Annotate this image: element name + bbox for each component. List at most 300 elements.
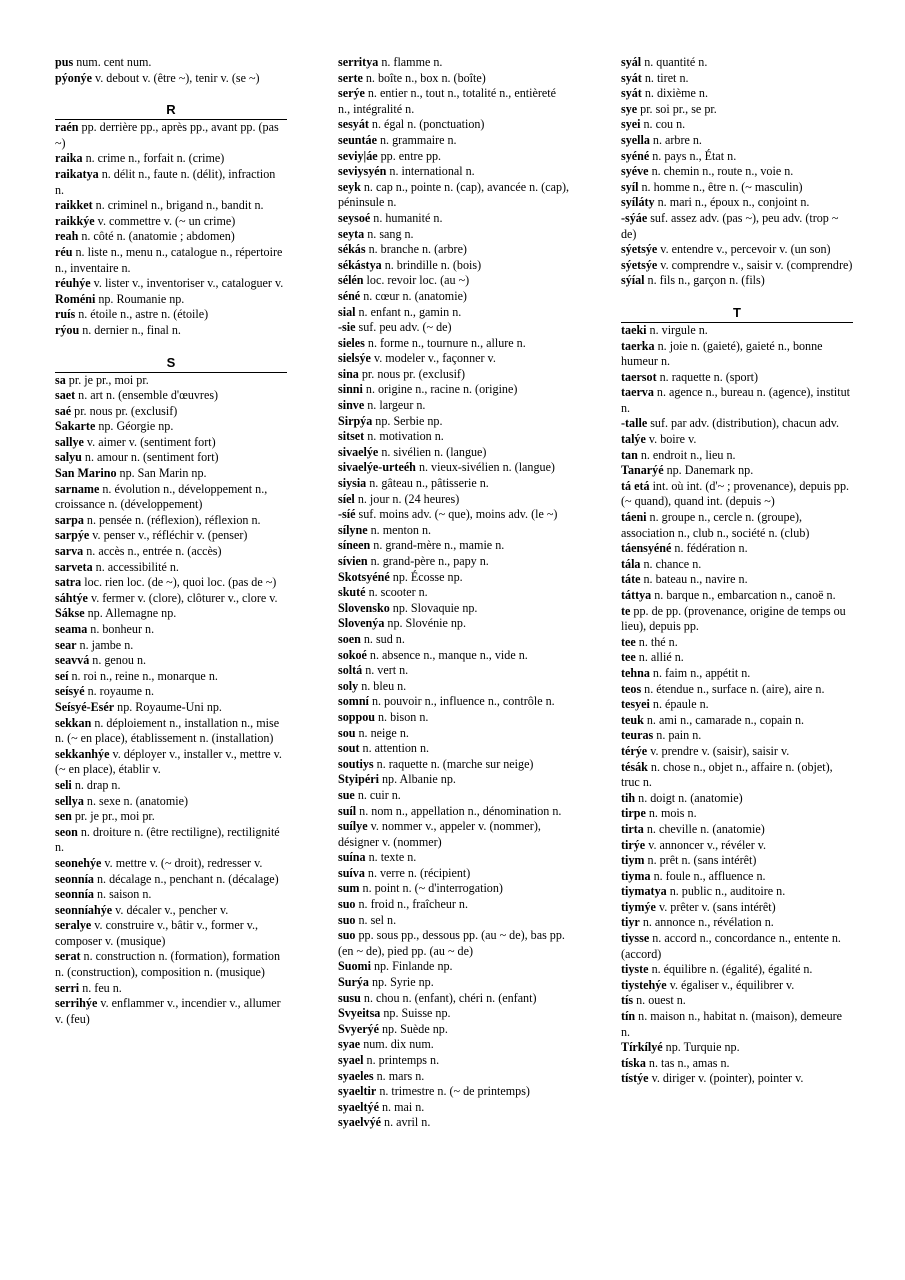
dictionary-entry xyxy=(621,760,853,791)
entry-headword: syae xyxy=(338,1037,361,1052)
entry-headword: tiyma xyxy=(621,868,651,883)
entry-definition: n. art n. (ensemble d'œuvres) xyxy=(75,388,219,403)
dictionary-entry xyxy=(55,747,287,778)
entry-definition: n. mars n. xyxy=(373,1068,425,1083)
entry-headword: sáhtýe xyxy=(55,590,88,605)
entry-headword: siysia xyxy=(338,476,367,491)
entry-definition: n. grand-père n., papy n. xyxy=(367,554,489,568)
dictionary-entry xyxy=(55,856,287,872)
dictionary-entry xyxy=(338,71,570,87)
entry-definition: np. Écosse np. xyxy=(389,569,463,584)
dictionary-entry xyxy=(621,1040,853,1056)
entry-headword: te xyxy=(621,603,631,618)
entry-headword: suo xyxy=(338,897,356,912)
entry-headword: serritya xyxy=(338,55,379,69)
entry-headword: térýe xyxy=(621,743,648,758)
dictionary-entry xyxy=(621,323,853,339)
entry-headword: sékástya xyxy=(338,257,382,272)
dictionary-entry xyxy=(338,1006,570,1022)
entry-headword: Sakarte xyxy=(55,419,96,434)
entry-headword: syíl xyxy=(621,179,639,194)
dictionary-entry xyxy=(621,978,853,994)
entry-definition: n. barque n., embarcation n., canoë n. xyxy=(651,588,836,602)
dictionary-entry xyxy=(621,791,853,807)
entry-definition: n. côté n. (anatomie ; abdomen) xyxy=(78,229,235,244)
entry-headword: serrihýe xyxy=(55,996,98,1011)
entry-definition: v. boire v. xyxy=(645,432,697,447)
entry-headword: syéné xyxy=(621,148,650,163)
dictionary-entry xyxy=(55,482,287,513)
dictionary-entry xyxy=(338,117,570,133)
entry-headword: síneen xyxy=(338,538,371,553)
entry-definition: n. flamme n. xyxy=(378,55,443,69)
dictionary-entry xyxy=(338,538,570,554)
entry-definition: suf. moins adv. (~ que), moins adv. (le ~) xyxy=(355,507,558,522)
entry-headword: Suomi xyxy=(338,959,371,974)
dictionary-entry xyxy=(338,429,570,445)
entry-definition: pr. je pr., moi pr. xyxy=(71,809,155,824)
entry-headword: taerva xyxy=(621,385,654,400)
dictionary-entry xyxy=(338,164,570,180)
entry-headword: serte xyxy=(338,70,363,85)
entry-definition: n. ami n., camarade n., copain n. xyxy=(643,712,805,727)
entry-definition: n. royaume n. xyxy=(84,684,155,699)
entry-definition: n. joie n. (gaieté), gaieté n., bonne humeur n. xyxy=(621,338,823,369)
entry-headword: soutiys xyxy=(338,756,374,771)
entry-headword: tiymatya xyxy=(621,884,667,899)
entry-definition: loc. revoir loc. (au ~) xyxy=(363,273,470,288)
entry-headword: sa xyxy=(55,372,66,387)
entry-headword: taeki xyxy=(621,322,647,337)
dictionary-entry xyxy=(338,1053,570,1069)
entry-definition: n. cou n. xyxy=(640,117,686,132)
entry-definition: suf. par adv. (distribution), chacun adv. xyxy=(647,416,840,431)
entry-definition: n. raquette n. (sport) xyxy=(656,369,759,384)
dictionary-entry xyxy=(621,510,853,541)
dictionary-entry xyxy=(55,528,287,544)
dictionary-entry xyxy=(338,632,570,648)
entry-headword: tiym xyxy=(621,853,645,868)
entry-definition: n. verre n. (récipient) xyxy=(364,865,471,880)
entry-headword: syál xyxy=(621,55,642,69)
dictionary-entry xyxy=(338,367,570,383)
entry-headword: satra xyxy=(55,575,82,590)
dictionary-entry xyxy=(621,993,853,1009)
dictionary-entry xyxy=(55,55,287,71)
entry-definition: n. sang n. xyxy=(364,226,414,241)
entry-headword: salyu xyxy=(55,450,82,465)
dictionary-entry xyxy=(338,648,570,664)
entry-definition: n. cap n., pointe n. (cap), avancée n. (cap), péninsule n. xyxy=(338,179,570,210)
entry-headword: serri xyxy=(55,980,80,995)
entry-headword: seonehýe xyxy=(55,855,102,870)
entry-headword: síel xyxy=(338,491,355,506)
entry-headword: sitset xyxy=(338,429,365,444)
dictionary-entry xyxy=(621,650,853,666)
entry-definition: v. modeler v., façonner v. xyxy=(370,351,496,366)
dictionary-entry xyxy=(338,726,570,742)
entry-headword: soen xyxy=(338,631,361,646)
dictionary-entry xyxy=(338,1084,570,1100)
entry-headword: saet xyxy=(55,388,76,403)
dictionary-entry xyxy=(621,869,853,885)
entry-headword: Slovensko xyxy=(338,600,390,615)
entry-headword: talýe xyxy=(621,432,646,447)
dictionary-entry xyxy=(338,211,570,227)
dictionary-entry xyxy=(338,492,570,508)
entry-headword: seonnía xyxy=(55,871,94,886)
entry-headword: pus xyxy=(55,55,74,69)
dictionary-entry xyxy=(55,245,287,276)
entry-headword: seon xyxy=(55,824,78,839)
entry-definition: v. décaler v., pencher v. xyxy=(112,902,229,917)
dictionary-entry xyxy=(55,825,287,856)
entry-definition: n. jambe n. xyxy=(76,637,134,652)
entry-definition: n. drap n. xyxy=(71,777,121,792)
entry-headword: sarva xyxy=(55,544,84,559)
entry-definition: n. grammaire n. xyxy=(376,132,457,147)
dictionary-entry xyxy=(621,339,853,370)
dictionary-entry xyxy=(55,887,287,903)
dictionary-entry xyxy=(621,962,853,978)
entry-definition: n. mois n. xyxy=(645,806,697,821)
dictionary-entry xyxy=(338,180,570,211)
entry-definition: n. motivation n. xyxy=(364,429,444,444)
entry-headword: sielsýe xyxy=(338,351,371,366)
dictionary-entry xyxy=(621,242,853,258)
entry-headword: seavvá xyxy=(55,653,90,668)
entry-definition: v. mettre v. (~ droit), redresser v. xyxy=(101,855,263,870)
entry-definition: n. froid n., fraîcheur n. xyxy=(355,897,468,912)
entry-definition: n. forme n., tournure n., allure n. xyxy=(364,335,526,350)
dictionary-entry xyxy=(621,1056,853,1072)
entry-definition: n. construction n. (formation), formation n. (construction), composition n. (musique) xyxy=(55,949,281,980)
entry-headword: seonnía xyxy=(55,887,94,902)
entry-headword: tiysse xyxy=(621,931,650,946)
entry-headword: pýonýe xyxy=(55,70,92,85)
dictionary-entry xyxy=(55,653,287,669)
entry-definition: n. grand-mère n., mamie n. xyxy=(370,538,505,553)
entry-headword: suo xyxy=(338,928,356,943)
entry-headword: syaelvýé xyxy=(338,1115,381,1130)
dictionary-entry xyxy=(55,71,287,87)
dictionary-entry xyxy=(55,809,287,825)
dictionary-entry xyxy=(55,591,287,607)
entry-headword: soltá xyxy=(338,663,363,678)
entry-headword: sieles xyxy=(338,335,365,350)
entry-definition: n. chose n., objet n., affaire n. (objet), truc n. xyxy=(621,759,833,790)
entry-definition: n. arbre n. xyxy=(649,132,702,147)
entry-definition: v. penser v., réfléchir v. (penser) xyxy=(89,528,248,543)
entry-definition: np. San Marin np. xyxy=(116,466,207,481)
entry-definition: n. mai n. xyxy=(378,1099,425,1114)
entry-headword: sívien xyxy=(338,554,368,568)
dictionary-entry xyxy=(621,728,853,744)
entry-definition: n. épaule n. xyxy=(649,697,709,712)
entry-definition: n. dernier n., final n. xyxy=(79,322,181,337)
entry-definition: pp. entre pp. xyxy=(377,148,442,163)
dictionary-entry xyxy=(621,666,853,682)
entry-headword: Sirpýa xyxy=(338,413,373,428)
dictionary-entry xyxy=(621,1009,853,1040)
dictionary-entry xyxy=(55,307,287,323)
dictionary-entry xyxy=(338,289,570,305)
entry-headword: -síé xyxy=(338,507,356,522)
entry-definition: n. thé n. xyxy=(635,634,678,649)
entry-headword: sarveta xyxy=(55,559,93,574)
dictionary-entry xyxy=(338,757,570,773)
entry-definition: n. trimestre n. (~ de printemps) xyxy=(376,1084,530,1099)
entry-definition: n. crime n., forfait n. (crime) xyxy=(82,151,225,166)
entry-definition: pp. derrière pp., après pp., avant pp. (pas ~) xyxy=(55,120,279,150)
entry-definition: np. Géorgie np. xyxy=(95,419,174,434)
dictionary-entry xyxy=(55,276,287,292)
entry-headword: tee xyxy=(621,634,636,649)
entry-headword: seli xyxy=(55,777,72,792)
entry-headword: tála xyxy=(621,556,641,571)
entry-headword: seviy|áe xyxy=(338,148,378,163)
entry-headword: tín xyxy=(621,1009,636,1024)
dictionary-entry xyxy=(55,949,287,980)
dictionary-entry xyxy=(55,700,287,716)
entry-definition: n. délit n., faute n. (délit), infraction n. xyxy=(55,166,276,197)
entry-definition: n. bateau n., navire n. xyxy=(640,572,748,587)
dictionary-entry xyxy=(55,575,287,591)
entry-headword: raikkýe xyxy=(55,213,95,228)
entry-definition: n. point n. (~ d'interrogation) xyxy=(359,881,503,896)
entry-definition: v. debout v. (être ~), tenir v. (se ~) xyxy=(91,70,260,85)
entry-definition: suf. peu adv. (~ de) xyxy=(355,320,452,335)
entry-definition: n. homme n., être n. (~ masculin) xyxy=(638,179,803,194)
dictionary-entry xyxy=(55,198,287,214)
dictionary-entry xyxy=(55,120,287,151)
entry-headword: sekkan xyxy=(55,715,92,730)
dictionary-entry xyxy=(55,404,287,420)
entry-definition: n. sexe n. (anatomie) xyxy=(83,793,188,808)
dictionary-entry xyxy=(338,804,570,820)
dictionary-entry xyxy=(621,463,853,479)
dictionary-entry xyxy=(621,822,853,838)
dictionary-entry xyxy=(621,806,853,822)
entry-definition: num. dix num. xyxy=(360,1037,434,1052)
dictionary-entry xyxy=(55,419,287,435)
entry-definition: n. entier n., tout n., totalité n., entièreté n., intégralité n. xyxy=(338,86,556,116)
entry-headword: sial xyxy=(338,304,356,319)
entry-definition: n. équilibre n. (égalité), égalité n. xyxy=(648,962,813,977)
dictionary-entry xyxy=(55,716,287,747)
entry-definition: n. genou n. xyxy=(89,653,147,668)
entry-definition: n. gâteau n., pâtisserie n. xyxy=(366,476,489,491)
entry-headword: sear xyxy=(55,637,77,652)
dictionary-entry xyxy=(338,928,570,959)
entry-definition: v. annoncer v., révéler v. xyxy=(645,837,767,852)
entry-headword: tiystehýe xyxy=(621,977,667,992)
dictionary-entry xyxy=(338,133,570,149)
entry-headword: suína xyxy=(338,850,366,865)
entry-definition: v. diriger v. (pointer), pointer v. xyxy=(648,1071,804,1086)
entry-headword: sinni xyxy=(338,382,363,397)
entry-definition: n. liste n., menu n., catalogue n., répertoire n., inventaire n. xyxy=(55,244,283,275)
dictionary-entry xyxy=(338,414,570,430)
entry-definition: n. sud n. xyxy=(360,631,405,646)
dictionary-entry xyxy=(55,684,287,700)
dictionary-entry xyxy=(55,323,287,339)
entry-definition: n. égal n. (ponctuation) xyxy=(368,117,485,132)
dictionary-entry xyxy=(338,741,570,757)
entry-headword: sinve xyxy=(338,398,365,413)
dictionary-entry xyxy=(55,466,287,482)
dictionary-entry xyxy=(621,133,853,149)
dictionary-entry xyxy=(621,71,853,87)
dictionary-entry xyxy=(621,180,853,196)
entry-definition: n. pain n. xyxy=(653,728,702,743)
entry-definition: v. aimer v. (sentiment fort) xyxy=(83,434,216,449)
entry-headword: ruís xyxy=(55,307,76,322)
dictionary-column xyxy=(55,55,287,1027)
entry-definition: n. étendue n., surface n. (aire), aire n. xyxy=(641,681,825,696)
entry-headword: seviysyén xyxy=(338,164,387,179)
entry-definition: n. branche n. (arbre) xyxy=(365,242,467,257)
dictionary-entry xyxy=(55,214,287,230)
dictionary-entry xyxy=(621,900,853,916)
entry-definition: v. égaliser v., équilibrer v. xyxy=(666,977,795,992)
dictionary-column xyxy=(338,55,570,1131)
dictionary-entry xyxy=(621,86,853,102)
dictionary-entry xyxy=(55,622,287,638)
dictionary-entry xyxy=(338,585,570,601)
dictionary-entry xyxy=(621,697,853,713)
dictionary-entry xyxy=(621,385,853,416)
entry-headword: saé xyxy=(55,403,72,418)
entry-definition: np. Royaume-Uni np. xyxy=(114,699,222,714)
dictionary-entry xyxy=(338,305,570,321)
entry-headword: sékás xyxy=(338,242,366,257)
entry-definition: n. vieux-sivélien n. (langue) xyxy=(415,460,555,475)
entry-definition: np. Allemagne np. xyxy=(84,606,177,621)
entry-headword: táte xyxy=(621,572,641,587)
entry-definition: pp. sous pp., dessous pp. (au ~ de), bas pp. (en ~ de), pied pp. (au ~ de) xyxy=(338,928,565,958)
dictionary-entry xyxy=(338,850,570,866)
dictionary-entry xyxy=(621,572,853,588)
dictionary-entry xyxy=(338,476,570,492)
entry-headword: réuhýe xyxy=(55,276,91,291)
entry-headword: tih xyxy=(621,790,636,805)
entry-headword: suíl xyxy=(338,803,357,818)
dictionary-entry xyxy=(338,601,570,617)
dictionary-entry xyxy=(338,351,570,367)
entry-definition: n. étoile n., astre n. (étoile) xyxy=(75,307,209,322)
entry-definition: n. cœur n. (anatomie) xyxy=(360,288,467,303)
entry-headword: raikatya xyxy=(55,166,99,181)
entry-definition: n. bonheur n. xyxy=(87,622,155,636)
dictionary-entry xyxy=(621,164,853,180)
entry-headword: soly xyxy=(338,678,359,693)
entry-headword: sen xyxy=(55,809,72,824)
entry-headword: taerka xyxy=(621,338,655,353)
entry-headword: sýetsýe xyxy=(621,242,658,257)
entry-headword: Tírkílyé xyxy=(621,1040,663,1055)
entry-definition: n. nom n., appellation n., dénomination n. xyxy=(356,803,562,818)
entry-definition: n. vert n. xyxy=(362,663,409,678)
entry-definition: n. public n., auditoire n. xyxy=(666,884,786,899)
entry-definition: n. avril n. xyxy=(381,1115,431,1130)
entry-definition: n. allié n. xyxy=(635,650,684,665)
entry-definition: n. mari n., époux n., conjoint n. xyxy=(654,195,810,210)
dictionary-entry xyxy=(55,373,287,389)
entry-headword: suo xyxy=(338,912,356,927)
entry-headword: somní xyxy=(338,694,369,709)
dictionary-entry xyxy=(621,931,853,962)
dictionary-entry xyxy=(338,336,570,352)
entry-headword: suílye xyxy=(338,819,368,834)
entry-definition: n. largeur n. xyxy=(364,398,426,413)
entry-definition: n. sel n. xyxy=(355,912,397,927)
dictionary-entry xyxy=(338,1069,570,1085)
entry-definition: np. Suisse np. xyxy=(380,1006,451,1021)
entry-headword: seyta xyxy=(338,226,365,241)
entry-definition: n. sivélien n. (langue) xyxy=(378,444,487,459)
entry-definition: n. menton n. xyxy=(367,522,432,537)
dictionary-entry xyxy=(338,959,570,975)
dictionary-entry xyxy=(621,541,853,557)
entry-headword: sílyne xyxy=(338,522,368,537)
entry-definition: n. chou n. (enfant), chéri n. (enfant) xyxy=(360,990,537,1005)
dictionary-entry xyxy=(338,55,570,71)
dictionary-entry xyxy=(55,229,287,245)
entry-definition: n. origine n., racine n. (origine) xyxy=(362,382,518,397)
entry-headword: tirta xyxy=(621,821,644,836)
dictionary-entry xyxy=(338,975,570,991)
entry-headword: tíska xyxy=(621,1055,646,1070)
dictionary-entry xyxy=(55,918,287,949)
dictionary-entry xyxy=(621,432,853,448)
entry-definition: n. amour n. (sentiment fort) xyxy=(81,450,219,465)
entry-headword: raikket xyxy=(55,198,93,213)
entry-headword: taersot xyxy=(621,369,657,384)
dictionary-entry xyxy=(55,560,287,576)
dictionary-entry xyxy=(338,227,570,243)
dictionary-entry xyxy=(55,435,287,451)
entry-definition: v. entendre v., percevoir v. (un son) xyxy=(657,242,831,257)
entry-headword: sivaelýe xyxy=(338,444,379,459)
section-letter-header: T xyxy=(621,305,853,323)
entry-headword: -talle xyxy=(621,416,648,431)
entry-headword: Seísyé-Esér xyxy=(55,699,115,714)
dictionary-entry xyxy=(621,682,853,698)
entry-headword: sélén xyxy=(338,273,364,288)
entry-headword: sellya xyxy=(55,793,84,808)
entry-definition: n. cuir n. xyxy=(354,787,401,802)
entry-definition: np. Roumanie np. xyxy=(95,291,185,306)
entry-headword: rýou xyxy=(55,322,80,337)
dictionary-entry xyxy=(338,242,570,258)
entry-headword: tís xyxy=(621,993,634,1008)
entry-definition: v. lister v., inventoriser v., cataloguer v. xyxy=(90,276,284,291)
dictionary-entry xyxy=(338,819,570,850)
entry-definition: n. annonce n., révélation n. xyxy=(639,915,774,930)
entry-headword: teuk xyxy=(621,712,644,727)
entry-headword: tan xyxy=(621,447,638,462)
entry-definition: np. Danemark np. xyxy=(663,463,754,478)
dictionary-entry xyxy=(338,149,570,165)
dictionary-column xyxy=(621,55,853,1087)
entry-headword: tesyei xyxy=(621,697,650,712)
entry-definition: n. déploiement n., installation n., mise n. (~ en place), établissement n. (installation) xyxy=(55,715,280,746)
entry-definition: n. saison n. xyxy=(93,887,152,902)
entry-headword: syaeles xyxy=(338,1068,374,1083)
entry-headword: sesyát xyxy=(338,117,369,132)
entry-headword: seralye xyxy=(55,918,92,933)
